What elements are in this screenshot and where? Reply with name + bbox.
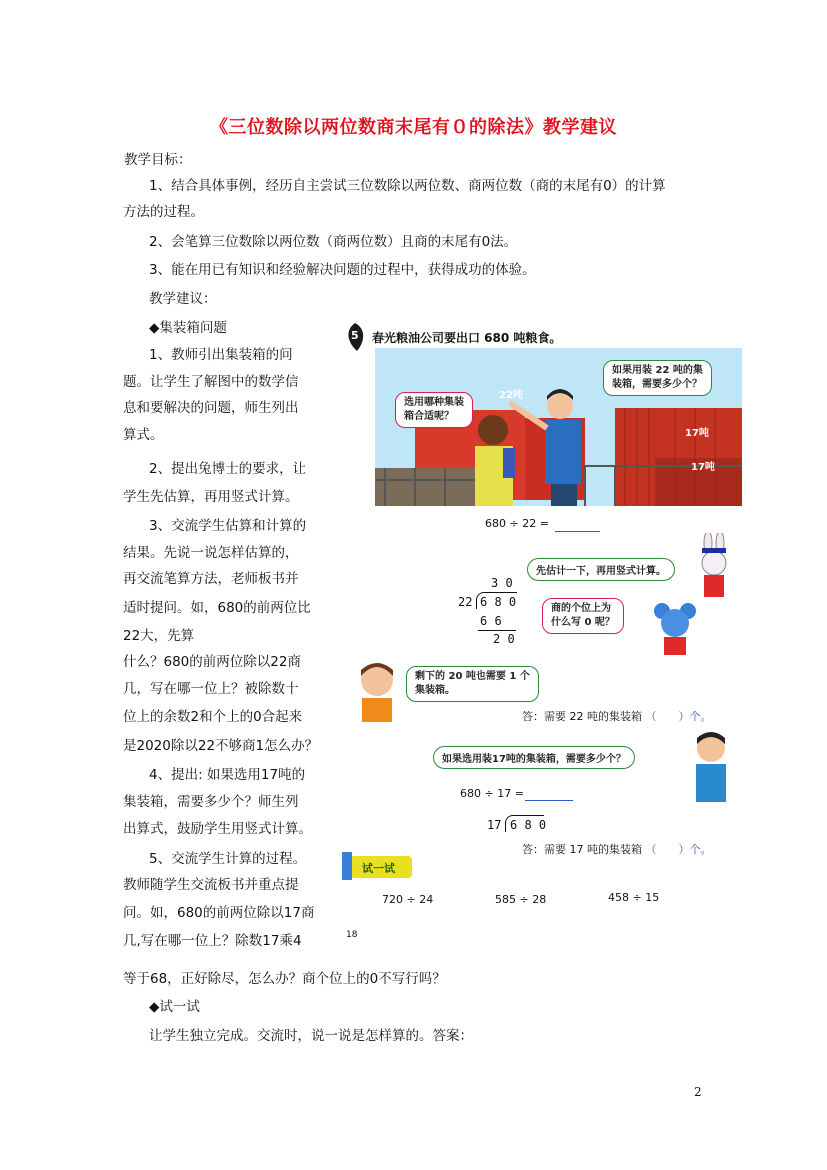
try-item-2: 585 ÷ 28 (495, 893, 547, 906)
paragraph-line: 4、提出: 如果选用17吨的 (149, 767, 306, 783)
rabbit-speech: 先估计一下，再用竖式计算。 (527, 558, 675, 581)
bubble-line: 商的个位上为 (551, 603, 611, 614)
page-number: 2 (694, 1085, 702, 1099)
goal-1-line-2: 方法的过程。 (123, 204, 204, 220)
goal-1-line-1: 1、结合具体事例，经历自主尝试三位数除以两位数、商两位数（商的末尾有0）的计算 (149, 178, 666, 194)
badge-number: 5 (351, 329, 359, 342)
paragraph-line: 适时提问。如，680的前两位比 (123, 600, 311, 616)
paragraph-line: 教师随学生交流板书并重点提 (123, 877, 299, 893)
boy-speech (406, 666, 539, 702)
paragraph-line: 再交流笔算方法，老师板书并 (123, 571, 299, 587)
paragraph-line: 问。如，680的前两位除以17商 (123, 905, 315, 921)
division-1-divisor: 22 (458, 595, 473, 609)
paragraph-line: 5、交流学生计算的过程。 (149, 851, 307, 867)
paragraph-line: 几，写在哪一位上？被除数十 (123, 681, 299, 697)
book-page-number: 18 (346, 930, 358, 940)
man-icon (686, 728, 736, 802)
paragraph-line: 位上的余数2和个上的0合起来 (123, 709, 303, 725)
paragraph-line: 学生先估算，再用竖式计算。 (123, 489, 299, 505)
equation-2: 680 ÷ 17 = (460, 787, 524, 800)
division-1-dividend: 6 8 0 (480, 595, 517, 609)
textbook-figure (340, 318, 760, 948)
paragraph-line: 1、教师引出集装箱的问 (149, 347, 293, 363)
box-22-label: 22吨 (499, 390, 523, 401)
division-1-quotient: 3 0 (491, 576, 513, 590)
answer-2 (522, 841, 712, 857)
container-scene (375, 348, 742, 506)
paragraph-line: 出算式，鼓励学生用竖式计算。 (123, 821, 312, 837)
goals-heading: 教学目标： (124, 152, 192, 168)
goal-2: 2、会笔算三位数除以两位数（商两位数）且商的末尾有0法。 (149, 234, 518, 250)
bubble-line: 集装箱。 (415, 685, 455, 696)
paragraph-line: 是2020除以22不够商1怎么办？ (123, 738, 319, 754)
bubble-line: 箱合适呢？ (404, 411, 454, 422)
paragraph-line: 22大，先算 (123, 628, 195, 644)
bubble-line: 剩下的 20 吨也需要 1 个 (415, 671, 530, 682)
paragraph-line: 让学生独立完成。交流时，说一说是怎样算的。答案： (149, 1028, 473, 1044)
suggest-heading: 教学建议： (149, 291, 217, 307)
division-2-dividend: 6 8 0 (510, 818, 547, 832)
goal-3: 3、能在用已有知识和经验解决问题的过程中，获得成功的体验。 (149, 262, 536, 278)
answer-1 (522, 708, 712, 724)
division-line (478, 630, 516, 631)
division-1-product: 6 6 (480, 614, 502, 628)
paragraph-line: 等于68，正好除尽，怎么办？商个位上的0不写行吗？ (123, 971, 446, 987)
paragraph-line: 3、交流学生估算和计算的 (149, 518, 307, 534)
section-heading-container: ◆集装箱问题 (149, 320, 227, 336)
try-item-3: 458 ÷ 15 (608, 891, 660, 904)
box-17-label-a: 17吨 (685, 428, 709, 439)
division-2-divisor: 17 (487, 818, 502, 832)
try-label: 试一试 (362, 862, 395, 875)
bubble-line: 装箱，需要多少个？ (612, 379, 702, 390)
paragraph-line: 题。让学生了解图中的数学信 (123, 374, 299, 390)
bubble-line: 什么写 0 呢？ (551, 617, 615, 628)
paragraph-line: 息和要解决的问题，师生列出 (123, 400, 299, 416)
bubble-line: 如果用装 22 吨的集 (612, 365, 703, 376)
paragraph-line: 算式。 (123, 427, 164, 443)
try-item-1: 720 ÷ 24 (382, 893, 434, 906)
equation-1: 680 ÷ 22 = (485, 517, 549, 530)
box-17-label-b: 17吨 (691, 462, 715, 473)
blue-mouse-icon (650, 601, 700, 659)
q17-speech: 如果选用装17吨的集装箱，需要多少个？ (433, 746, 635, 769)
answer-blank-2 (525, 800, 573, 801)
page-title: 《三位数除以两位数商末尾有０的除法》教学建议 (210, 117, 617, 138)
paragraph-line: 几,写在哪一位上？除数17乘4 (123, 933, 302, 949)
answer-2-text: 答：需要 17 吨的集装箱 (522, 843, 642, 856)
paragraph-line: 结果。先说一说怎样估算的， (123, 545, 299, 561)
paragraph-line: 什么？680的前两位除以22商 (123, 654, 301, 670)
paragraph-line: 集装箱，需要多少个？师生列 (123, 794, 299, 810)
bubble-line: 选用哪种集装 (404, 397, 464, 408)
speech-bubble-right (603, 360, 712, 396)
boy-icon (352, 658, 402, 722)
leaf-badge-icon (343, 322, 367, 352)
answer-1-blank: （ ）个。 (645, 710, 712, 723)
answer-1-text: 答：需要 22 吨的集装箱 (522, 710, 642, 723)
answer-blank-1 (555, 531, 600, 532)
division-1-remainder: 2 0 (493, 632, 515, 646)
answer-2-blank: （ ）个。 (645, 843, 712, 856)
speech-bubble-left (395, 392, 473, 428)
paragraph-line: 2、提出兔博士的要求，让 (149, 461, 307, 477)
try-banner (340, 850, 414, 882)
problem-headline: 春光粮油公司要出口 680 吨粮食。 (372, 331, 562, 345)
mouse-speech (542, 598, 624, 634)
section-heading-try: ◆试一试 (149, 999, 200, 1015)
rabbit-doctor-icon (690, 533, 738, 603)
